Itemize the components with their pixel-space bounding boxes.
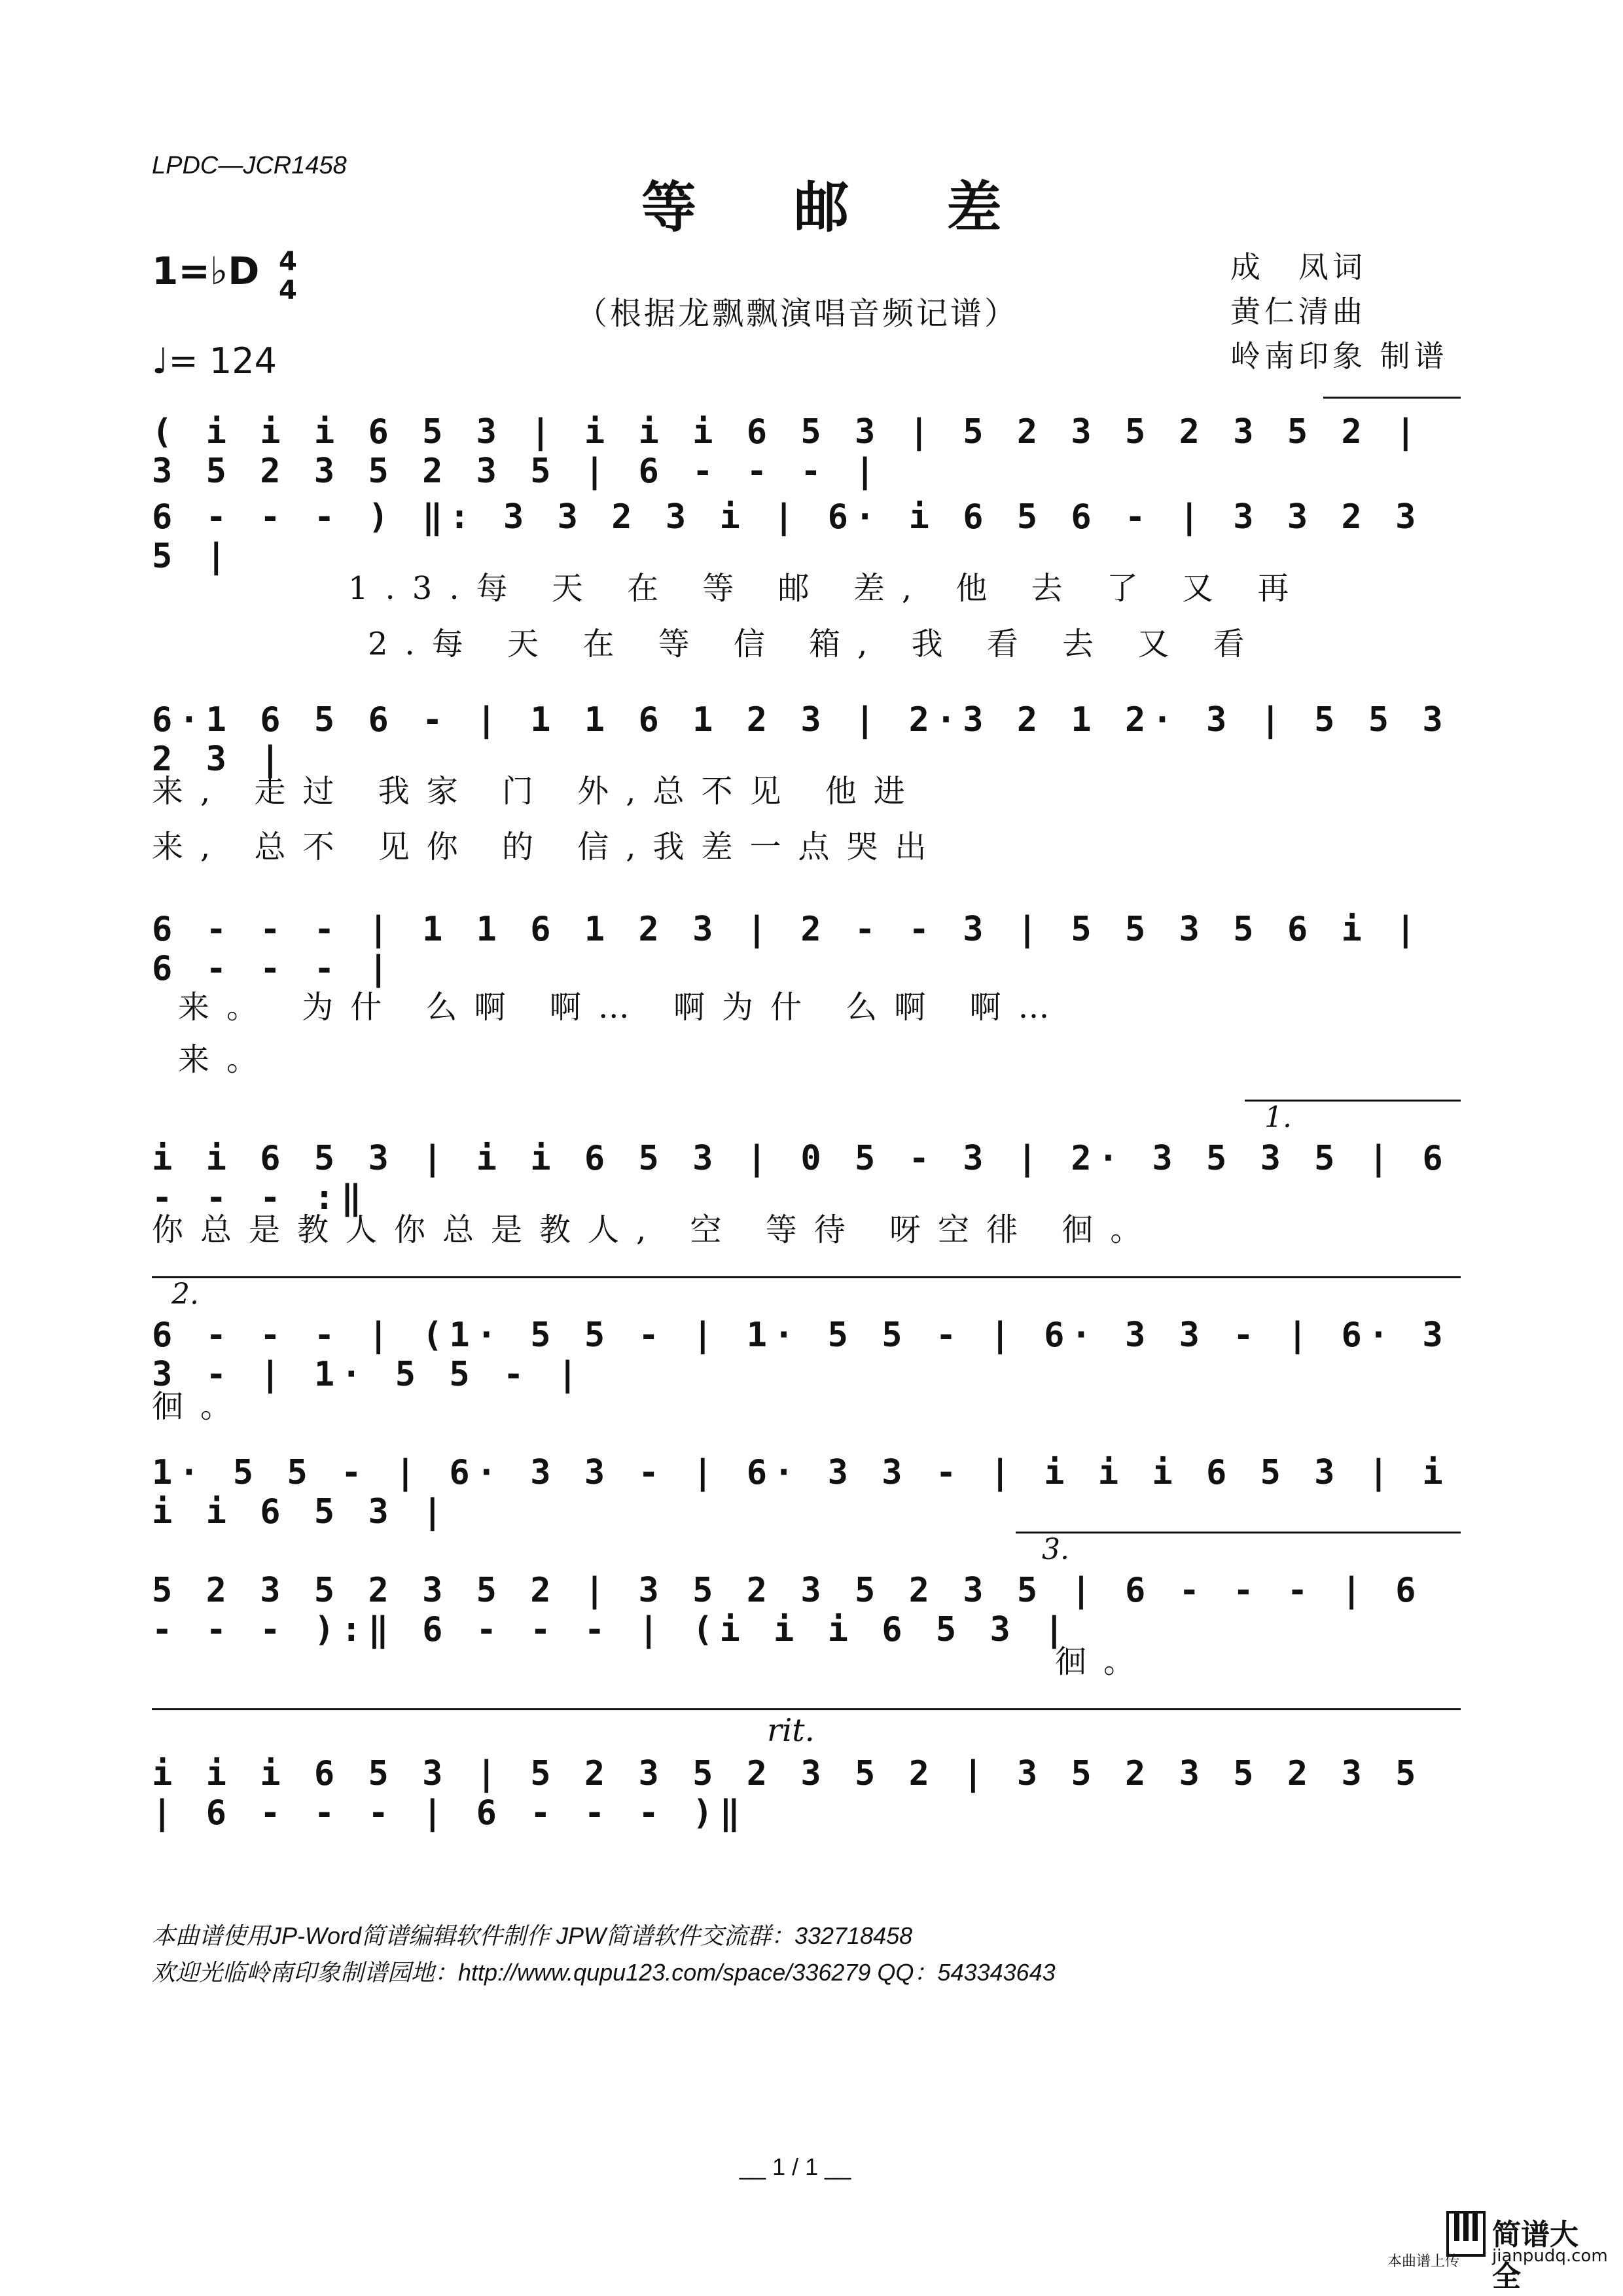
site-watermark [1387,2211,1608,2293]
subtitle: （根据龙飘飘演唱音频记谱） [576,295,1019,332]
notation-line: 6 - - - | (1· 5 5 - | 1· 5 5 - | 6· 3 3 - | 6· 3 3 - | 1· 5 5 - | [152,1316,1450,1394]
notation-line: 5 2 3 5 2 3 5 2 | 3 5 2 3 5 2 3 5 | 6 - - - | 6 - - - ):‖ 6 - - - | (i i i 6 5 3 | [152,1571,1423,1649]
volta-bracket [1016,1532,1461,1534]
music-system [152,1453,1461,1532]
lyricist-credit: 成 凤词 [1230,249,1366,285]
volta-1-label: 1. [1264,1101,1292,1134]
notation-line: i i i 6 5 3 | 5 2 3 5 2 3 5 2 | 3 5 2 3 5 2 3 5 | 6 - - - | 6 - - - )‖ [152,1754,1423,1833]
music-system [152,1278,1461,1427]
volta-2-label: 2. [171,1278,199,1311]
lyric-line: 来。 [178,1041,276,1078]
notation-line: i i 6 5 3 | i i 6 5 3 | 0 5 - 3 | 2· 3 5 3 5 | 6 - - - :‖ [152,1139,1450,1217]
music-system [152,700,1461,865]
music-system [152,412,1461,491]
key-signature: 1=♭D [152,249,260,293]
piano-keys-icon [1446,2211,1486,2257]
watermark-url: jianpudq.com [1492,2246,1608,2266]
music-system [152,497,1461,662]
tempo-marking: ♩= 124 [152,340,277,382]
composer-credit: 黄仁清曲 [1230,294,1366,329]
watermark-name: 简谱大全 [1492,2218,1578,2293]
music-system [152,1533,1461,1682]
notation-line: 1· 5 5 - | 6· 3 3 - | 6· 3 3 - | i i i 6 5 3 | i i i 6 5 3 | [152,1453,1450,1532]
lyric-line: 徊。 [1055,1643,1152,1680]
lyric-line: 来, 走过 我家 门 外,总不见 他进 [152,773,922,810]
score-code: LPDC—JCR1458 [152,152,347,179]
music-system [152,1101,1461,1250]
lyric-line: 来。 为什 么啊 啊… 啊为什 么啊 啊… [178,989,1067,1026]
tie-line [152,1708,1461,1710]
lyric-line: 徊。 [152,1388,249,1425]
footer-site-note: 欢迎光临岭南印象制谱园地：http://www.qupu123.com/space/336279 QQ：543343643 [152,1959,1056,1986]
meter-top: 4 [279,247,297,277]
rit-marking: rit. [767,1712,815,1749]
lyric-line: 1.3.每 天 在 等 邮 差, 他 去 了 又 再 [348,570,1306,607]
lyric-line: 2.每 天 在 等 信 箱, 我 看 去 又 看 [368,626,1262,662]
arranger-credit: 岭南印象 制谱 [1230,338,1448,374]
page-number: __ 1 / 1 __ [740,2153,851,2180]
lyric-line: 来, 总不 见你 的 信,我差一点哭出 [152,829,944,865]
notation-line: 6 - - - ) ‖: 3 3 2 3 i | 6· i 6 5 6 - | 3 3 2 3 5 | [152,497,1423,576]
notation-line: 6 - - - | 1 1 6 1 2 3 | 2 - - 3 | 5 5 3 5 6 i | 6 - - - | [152,910,1423,988]
notation-line: 6·1 6 5 6 - | 1 1 6 1 2 3 | 2·3 2 1 2· 3 | 5 5 3 2 3 | [152,700,1450,779]
music-system [152,1712,1461,1833]
lyric-line: 你总是教人你总是教人, 空 等待 呀空徘 徊。 [152,1211,1159,1248]
volta-bracket [152,1276,1461,1278]
meter-bottom: 4 [279,276,297,306]
volta-3-label: 3. [1042,1533,1069,1566]
watermark-uploader-text: 本曲谱上传 [1387,2253,1460,2270]
time-signature [279,247,297,305]
tie-line [1323,397,1461,399]
score-title: 等 邮 差 [641,175,1041,240]
notation-line: ( i i i 6 5 3 | i i i 6 5 3 | 5 2 3 5 2 3 5 2 | 3 5 2 3 5 2 3 5 | 6 - - - | [152,412,1423,491]
music-system [152,910,1461,1086]
footer-software-note: 本曲谱使用JP-Word简谱编辑软件制作 JPW简谱软件交流群：332718458 [152,1922,913,1949]
